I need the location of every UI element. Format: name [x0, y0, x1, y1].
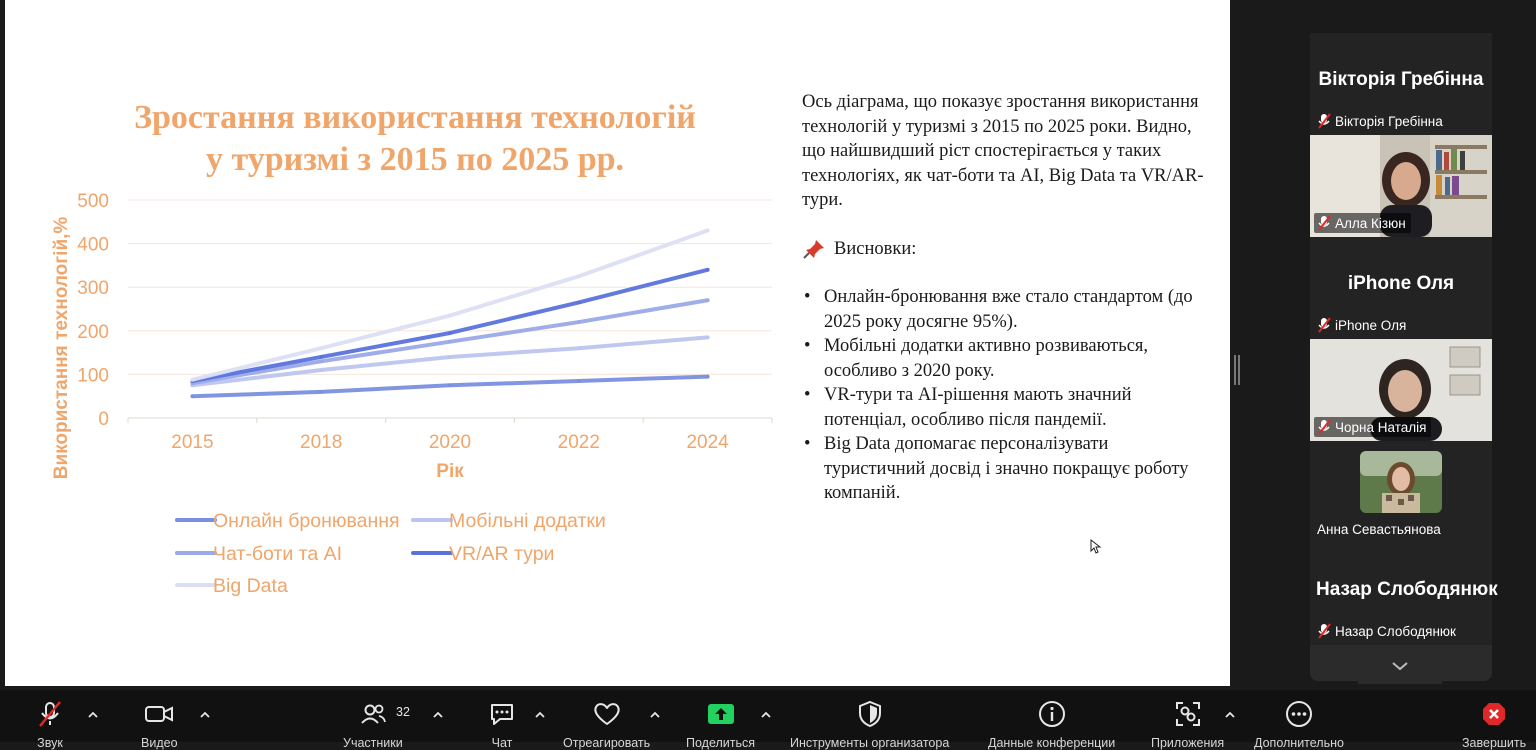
participant-label-text: Назар Слободянюк [1335, 623, 1456, 639]
conclusions-list [802, 285, 1212, 506]
data-point [448, 314, 452, 318]
video-button[interactable] [141, 698, 178, 750]
chat-label: Чат [491, 736, 513, 750]
share-screen-icon [706, 702, 736, 726]
react-button[interactable] [563, 698, 650, 750]
shared-slide [5, 0, 1230, 686]
participant-name-label [1314, 111, 1448, 131]
legend-label: Онлайн бронювання [213, 510, 400, 532]
chevron-up-icon[interactable] [1224, 709, 1236, 721]
y-tick-label: 200 [77, 321, 109, 343]
x-tick-label: 2024 [686, 432, 729, 453]
participant-tile[interactable] [1310, 543, 1498, 645]
host-tools-button[interactable] [790, 698, 949, 750]
data-point [319, 360, 323, 364]
info-icon [1038, 700, 1066, 728]
conclusions-label: Висновки: [834, 238, 917, 259]
participants-gallery [1310, 33, 1498, 681]
muted-mic-icon [1317, 419, 1331, 435]
share-screen-button[interactable] [686, 698, 755, 750]
shield-icon [857, 700, 883, 728]
chevron-up-icon[interactable] [760, 709, 772, 721]
apps-icon [1174, 700, 1202, 728]
muted-mic-icon [36, 700, 64, 728]
heart-icon [592, 701, 622, 727]
chart-title-line1: Зростання використання технологій [134, 99, 696, 136]
video-label: Видео [141, 736, 178, 750]
participant-tile[interactable] [1310, 237, 1492, 339]
audio-label: Звук [37, 736, 63, 750]
data-point [319, 355, 323, 359]
series-line-4 [192, 270, 707, 381]
participants-icon [359, 702, 387, 726]
chat-button[interactable] [488, 698, 516, 750]
participant-label-text: Вікторія Гребінна [1335, 113, 1443, 129]
chevron-up-icon[interactable] [199, 709, 211, 721]
apps-label: Приложения [1151, 736, 1225, 750]
participant-tile-active[interactable] [1310, 441, 1492, 543]
react-label: Отреагировать [563, 736, 651, 750]
y-tick-label: 400 [77, 234, 109, 256]
participant-label-text: Чорна Наталія [1335, 419, 1427, 435]
chevron-up-icon[interactable] [87, 709, 99, 721]
panel-resize-handle[interactable] [1234, 355, 1240, 385]
participant-tile[interactable] [1310, 33, 1492, 135]
participant-label-text: Алла Кізюн [1335, 215, 1406, 231]
data-point [448, 384, 452, 388]
legend-label: Мобільні додатки [449, 510, 606, 532]
chevron-up-icon[interactable] [649, 709, 661, 721]
gallery-scroll-down-button[interactable] [1358, 648, 1442, 684]
legend-label: VR/AR тури [449, 543, 555, 565]
muted-mic-icon [1317, 317, 1331, 333]
apps-button[interactable] [1151, 698, 1224, 750]
participant-display-name: Вікторія Гребінна [1318, 69, 1484, 90]
end-label: Завершить [1462, 736, 1527, 750]
data-point [577, 320, 581, 324]
participant-tile[interactable] [1310, 339, 1492, 441]
participant-name-label [1314, 519, 1446, 539]
participant-name-label [1314, 621, 1461, 641]
meeting-info-label: Данные конференции [988, 736, 1116, 750]
data-point [191, 378, 195, 382]
chevron-up-icon[interactable] [432, 709, 444, 721]
data-point [577, 301, 581, 305]
meeting-toolbar [0, 690, 1536, 750]
participant-tile[interactable] [1310, 135, 1492, 237]
chat-bubble-icon [488, 701, 516, 727]
muted-mic-icon [1317, 215, 1331, 231]
x-tick-label: 2020 [428, 432, 472, 453]
muted-mic-icon [1317, 623, 1331, 639]
participant-label-text: Анна Севастьянова [1317, 521, 1441, 537]
data-point [577, 275, 581, 279]
chart-title-line2: у туризмі з 2015 по 2025 рр. [205, 141, 625, 178]
data-point [706, 298, 710, 302]
conclusions-heading [802, 237, 1212, 262]
host-tools-label: Инструменты организатора [790, 736, 950, 750]
y-tick-label: 0 [98, 409, 109, 430]
share-label: Поделиться [686, 736, 756, 750]
slide-text-block [802, 90, 1212, 506]
x-tick-label: 2022 [557, 432, 600, 453]
list-item: • Мобільні додатки активно розвиваються, особливо з 2020 року. [802, 334, 1212, 383]
data-point [577, 379, 581, 383]
data-point [319, 346, 323, 350]
x-axis-label: Рік [436, 461, 464, 482]
meeting-info-button[interactable] [988, 698, 1115, 750]
video-camera-icon [144, 703, 174, 725]
data-point [319, 368, 323, 372]
legend-label: Big Data [213, 575, 288, 597]
more-label: Дополнительно [1254, 736, 1344, 750]
list-item: • VR-тури та AI-рішення мають значний потенціал, особливо після пандемії. [802, 383, 1212, 432]
data-point [191, 394, 195, 398]
muted-mic-icon [1317, 113, 1331, 129]
y-tick-label: 500 [77, 191, 109, 212]
chevron-up-icon[interactable] [534, 709, 546, 721]
mouse-cursor-icon [1090, 539, 1102, 555]
data-point [319, 390, 323, 394]
list-item: • Онлайн-бронювання вже стало стандартом (до 2025 року досягне 95%). [802, 285, 1212, 334]
data-point [448, 355, 452, 359]
chevron-down-icon [1391, 661, 1409, 671]
more-dots-icon [1285, 700, 1313, 728]
participant-label-text: iPhone Оля [1335, 317, 1407, 333]
list-item: • Big Data допомагає персоналізувати туристичний досвід і значно покращує роботу компаній. [802, 432, 1212, 506]
legend-label: Чат-боти та AI [213, 543, 343, 565]
participants-button[interactable] [343, 698, 403, 750]
pushpin-icon [802, 238, 826, 260]
participant-name-label [1314, 315, 1411, 335]
y-axis-label: Використання технологій,% [51, 216, 72, 480]
data-point [706, 375, 710, 379]
end-meeting-button[interactable] [1462, 698, 1526, 750]
audio-button[interactable] [36, 698, 64, 750]
x-tick-label: 2018 [300, 432, 343, 453]
data-point [706, 336, 710, 340]
y-tick-label: 100 [77, 365, 109, 387]
data-point [448, 331, 452, 335]
more-button[interactable] [1254, 698, 1344, 750]
data-point [448, 340, 452, 344]
participant-name-label [1314, 417, 1431, 437]
participants-label: Участники [343, 736, 403, 750]
slide-intro: Ось діаграма, що показує зростання використання технологій у туризмі з 2015 по 2025 роки. Видно, що найшвидший ріст спостерігається у таких технологіях, як чат-боти та AI, Big Data та VR/AR-тури. [802, 92, 1204, 210]
data-point [706, 229, 710, 233]
participant-display-name: Назар Слободянюк [1316, 579, 1498, 600]
close-icon [1480, 700, 1508, 728]
x-tick-label: 2015 [171, 432, 214, 453]
participant-display-name: iPhone Оля [1347, 273, 1455, 294]
data-point [577, 346, 581, 350]
y-tick-label: 300 [77, 278, 109, 300]
data-point [706, 268, 710, 272]
participants-count: 32 [396, 705, 410, 719]
participant-name-label [1314, 213, 1411, 233]
